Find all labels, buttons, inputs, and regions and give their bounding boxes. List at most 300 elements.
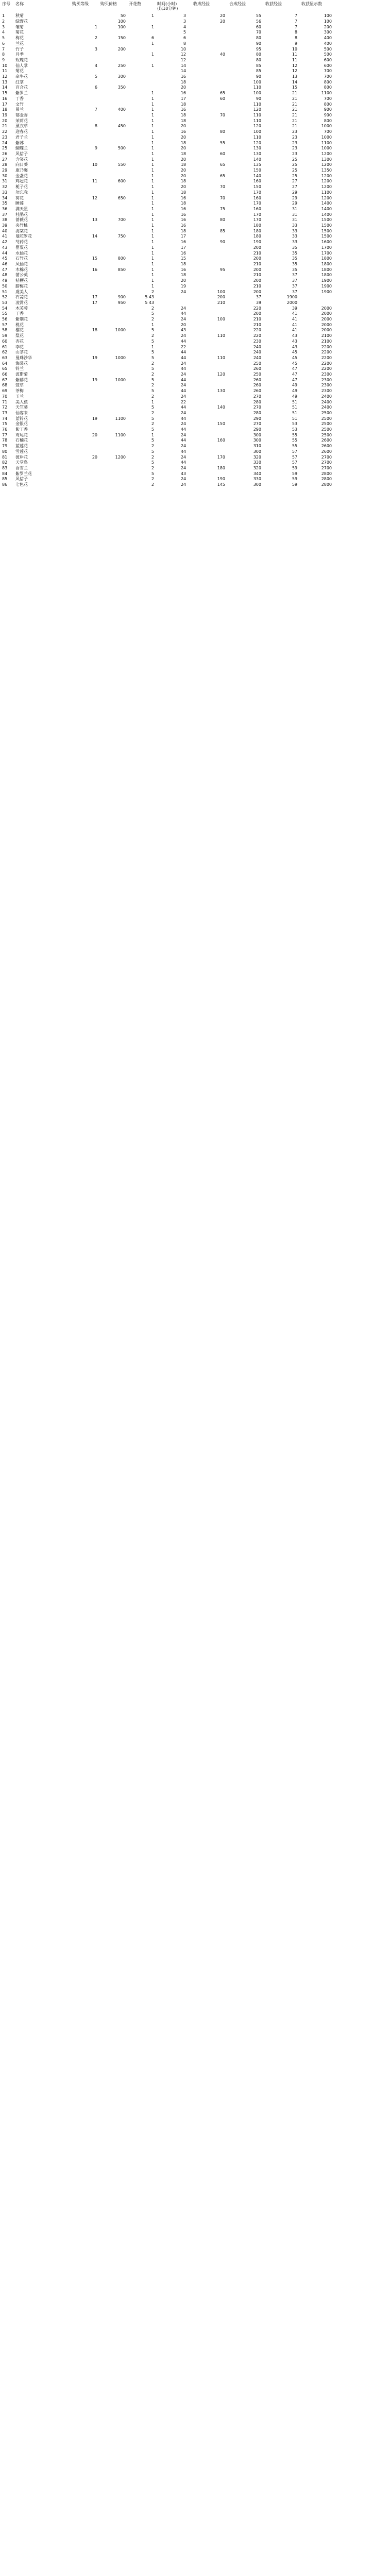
header-cell — [301, 0, 335, 6]
table-cell: 含笑花 — [15, 157, 28, 162]
table-row — [0, 19, 371, 25]
table-cell: 1 — [94, 24, 97, 29]
table-cell: 14 — [180, 63, 186, 68]
table-cell: 43 — [2, 245, 8, 250]
table-cell: 18 — [92, 328, 97, 333]
table-cell: 44 — [180, 366, 186, 371]
table-row — [0, 162, 371, 168]
table-row — [0, 24, 371, 30]
table-cell: 5 — [151, 438, 154, 443]
table-cell: 29 — [2, 168, 8, 173]
table-cell: 彼岸花 — [15, 454, 28, 460]
table-cell: 菊花 — [15, 30, 24, 35]
table-cell: 49 — [292, 383, 297, 388]
table-cell: 60 — [2, 338, 8, 344]
table-cell: 1 — [151, 234, 154, 239]
table-cell: 150 — [117, 36, 126, 41]
header-cell — [193, 0, 229, 6]
table-cell: 1700 — [321, 250, 332, 256]
table-cell: 1 — [151, 245, 154, 250]
table-cell: 44 — [180, 449, 186, 454]
table-cell: 5 — [151, 366, 154, 371]
table-cell: 2200 — [321, 350, 332, 355]
table-cell: 250 — [253, 372, 261, 377]
table-row — [0, 240, 371, 245]
table-cell: 天堂鸟 — [15, 460, 28, 465]
table-cell: 2500 — [321, 410, 332, 415]
table-cell: 240 — [253, 344, 261, 349]
table-row — [0, 471, 371, 477]
table-row — [0, 372, 371, 378]
table-row — [0, 96, 371, 102]
table-cell: 42 — [2, 240, 8, 245]
table-cell: 57 — [292, 460, 297, 465]
header-cell — [14, 0, 72, 6]
table-cell: 1 — [2, 13, 5, 19]
table-cell: 110 — [253, 85, 261, 90]
table-cell: 2800 — [321, 471, 332, 476]
table-cell: 1100 — [115, 432, 126, 437]
table-cell: 22 — [180, 344, 186, 349]
table-cell: 1 — [151, 173, 154, 178]
table-cell: 200 — [217, 295, 225, 300]
table-cell: 49 — [292, 388, 297, 394]
table-cell: 200 — [253, 245, 261, 250]
table-cell: 56 — [256, 19, 261, 24]
table-cell: 55 — [220, 140, 225, 145]
table-cell: 1100 — [321, 91, 332, 96]
table-cell: 2000 — [286, 300, 297, 305]
header-label: 购买价格 — [100, 2, 117, 6]
table-cell: 57 — [292, 449, 297, 454]
table-cell: 500 — [324, 52, 332, 57]
table-cell: 石竹花 — [15, 256, 28, 261]
table-cell: 2 — [151, 466, 154, 470]
table-cell: 450 — [117, 124, 126, 129]
table-cell: 7 — [2, 46, 5, 52]
table-cell: 萱草 — [15, 383, 24, 388]
table-cell: 800 — [324, 101, 332, 107]
table-cell: 270 — [253, 405, 261, 410]
table-cell: 25 — [292, 168, 297, 173]
table-cell: 4 — [183, 24, 186, 29]
table-cell: 280 — [253, 410, 261, 415]
table-row — [0, 283, 371, 289]
table-cell: 950 — [117, 300, 126, 305]
table-cell: 迎春花 — [15, 129, 28, 134]
table-cell: 64 — [2, 361, 8, 366]
table-row — [0, 477, 371, 482]
table-cell: 1 — [151, 283, 154, 289]
table-cell: 37 — [292, 283, 297, 289]
table-cell: 5 — [183, 30, 186, 35]
table-cell: 12 — [92, 195, 97, 200]
table-cell: 紫苏 — [15, 140, 24, 145]
table-cell: 2 — [151, 361, 154, 366]
table-cell: 2 — [151, 394, 154, 399]
table-cell: 16 — [92, 267, 97, 272]
table-row — [0, 52, 371, 58]
table-cell: 2 — [151, 421, 154, 427]
table-cell: 140 — [217, 405, 225, 410]
table-cell: 2800 — [321, 482, 332, 487]
table-row — [0, 449, 371, 455]
table-row — [0, 46, 371, 52]
table-cell: 21 — [292, 96, 297, 101]
header-sublabel: (以10分钟) — [157, 6, 178, 11]
table-cell: 35 — [292, 250, 297, 256]
table-cell: 650 — [117, 195, 126, 200]
table-cell: 16 — [180, 129, 186, 134]
table-cell: 400 — [324, 41, 332, 46]
table-cell: 44 — [180, 377, 186, 382]
table-cell: 24 — [180, 444, 186, 449]
table-cell: 薰衣草 — [15, 124, 28, 129]
table-cell: 37 — [256, 295, 261, 300]
table-cell: 30 — [2, 173, 8, 178]
table-cell: 17 — [2, 101, 8, 107]
table-cell: 85 — [220, 228, 225, 233]
table-cell: 2400 — [321, 399, 332, 404]
table-cell: 1 — [151, 223, 154, 228]
table-cell: 21 — [292, 101, 297, 107]
table-cell: 43 — [292, 344, 297, 349]
table-row — [0, 245, 371, 251]
table-cell: 120 — [253, 124, 261, 129]
table-cell: 53 — [292, 421, 297, 427]
table-cell: 25 — [2, 146, 8, 151]
table-cell: 20 — [180, 85, 186, 90]
table-cell: 1 — [151, 124, 154, 129]
table-cell: 24 — [180, 421, 186, 427]
table-cell: 29 — [292, 190, 297, 195]
table-cell: 1 — [151, 101, 154, 107]
table-cell: 210 — [253, 250, 261, 256]
table-cell: 5 — [151, 355, 154, 360]
table-row — [0, 399, 371, 405]
table-cell: 110 — [217, 355, 225, 360]
table-cell: 27 — [2, 157, 8, 162]
table-cell: 24 — [2, 140, 8, 145]
table-cell: 35 — [292, 261, 297, 266]
table-cell: 5 — [94, 74, 97, 79]
table-row — [0, 289, 371, 295]
table-cell: 33 — [292, 240, 297, 245]
table-cell: 1900 — [321, 283, 332, 289]
table-cell: 13 — [2, 79, 8, 84]
table-cell: 6 — [151, 36, 154, 41]
header-label: 名称 — [15, 2, 24, 6]
table-cell: 100 — [217, 317, 225, 322]
table-cell: 44 — [180, 388, 186, 394]
header-row — [0, 0, 371, 13]
table-cell: 17 — [180, 96, 186, 101]
table-cell: 240 — [253, 355, 261, 360]
table-cell: 2300 — [321, 377, 332, 382]
table-cell: 20 — [220, 13, 225, 19]
table-row — [0, 58, 371, 63]
table-cell: 100 — [117, 19, 126, 24]
table-cell: 20 — [2, 118, 8, 123]
table-cell: 65 — [2, 366, 8, 371]
table-cell: 170 — [253, 190, 261, 195]
table-cell: 41 — [292, 328, 297, 333]
table-cell: 220 — [253, 306, 261, 311]
table-cell: 18 — [180, 151, 186, 156]
table-row — [0, 79, 371, 85]
table-row — [0, 173, 371, 179]
table-cell: 39 — [256, 300, 261, 305]
table-cell: 200 — [253, 278, 261, 283]
table-cell: 55 — [256, 13, 261, 19]
table-cell: 1900 — [286, 295, 297, 300]
table-cell: 50 — [2, 283, 8, 289]
table-cell: 3 — [94, 46, 97, 52]
table-cell: 37 — [292, 273, 297, 278]
table-row — [0, 366, 371, 372]
table-cell: 58 — [2, 328, 8, 333]
table-cell: 70 — [220, 184, 225, 190]
table-cell: 5 — [151, 311, 154, 316]
table-cell: 2500 — [321, 432, 332, 437]
table-cell: 吊兰 — [15, 107, 24, 112]
table-cell: 47 — [292, 366, 297, 371]
table-cell: 31 — [292, 212, 297, 217]
table-row — [0, 217, 371, 223]
table-cell: 31 — [292, 206, 297, 211]
table-cell: 2500 — [321, 421, 332, 427]
table-cell: 1 — [151, 13, 154, 19]
table-cell: 1500 — [321, 223, 332, 228]
table-cell: 2600 — [321, 444, 332, 449]
header-cell — [129, 0, 157, 6]
table-cell: 210 — [217, 300, 225, 305]
table-cell: 风信子 — [15, 151, 28, 156]
table-cell: 18 — [180, 190, 186, 195]
table-cell: 27 — [292, 184, 297, 190]
table-cell: 90 — [256, 96, 261, 101]
table-row — [0, 394, 371, 400]
table-cell: 茶梅 — [15, 388, 24, 394]
table-cell: 59 — [292, 471, 297, 476]
table-cell: 220 — [253, 333, 261, 338]
table-cell: 24 — [180, 289, 186, 294]
table-cell: 百合花 — [15, 85, 28, 90]
table-cell: 29 — [292, 201, 297, 206]
table-cell: 16 — [180, 195, 186, 200]
table-cell: 170 — [217, 454, 225, 460]
table-cell: 2 — [151, 383, 154, 388]
table-row — [0, 333, 371, 339]
table-cell: 20 — [180, 157, 186, 162]
table-cell: 81 — [2, 454, 8, 460]
table-cell: 蔷薇花 — [15, 217, 28, 223]
table-cell: 44 — [180, 460, 186, 465]
header-label: 收获显示数 — [301, 2, 322, 6]
header-cell — [0, 0, 14, 6]
table-cell: 95 — [256, 46, 261, 52]
table-cell: 紫荆花 — [15, 317, 28, 322]
table-cell: 仙客来 — [15, 410, 28, 415]
table-cell: 紫罗兰 — [15, 91, 28, 96]
table-cell: 君子兰 — [15, 134, 28, 140]
table-row — [0, 113, 371, 118]
table-cell: 35 — [2, 201, 8, 206]
table-cell: 梨花 — [15, 333, 24, 338]
table-cell: 43 — [292, 333, 297, 338]
table-cell: 65 — [220, 91, 225, 96]
table-cell: 2000 — [321, 317, 332, 322]
table-cell: 荷花 — [15, 195, 24, 200]
table-cell: 20 — [180, 184, 186, 190]
table-cell: 1 — [151, 24, 154, 29]
table-cell: 20 — [180, 146, 186, 151]
table-cell: 68 — [2, 383, 8, 388]
table-row — [0, 129, 371, 135]
table-cell: 40 — [2, 228, 8, 233]
table-cell: 1200 — [321, 162, 332, 167]
table-cell: 18 — [180, 118, 186, 123]
spreadsheet — [0, 0, 371, 487]
table-cell: 300 — [253, 432, 261, 437]
table-cell: 32 — [2, 184, 8, 190]
table-cell: 5 — [151, 377, 154, 382]
table-cell: 73 — [2, 410, 8, 415]
table-cell: 2 — [151, 289, 154, 294]
table-cell: 39 — [2, 223, 8, 228]
table-cell: 鸡冠花 — [15, 179, 28, 184]
table-cell: 3 — [2, 24, 5, 29]
table-cell: 45 — [292, 355, 297, 360]
table-cell: 1400 — [321, 212, 332, 217]
table-cell: 2200 — [321, 355, 332, 360]
table-cell: 1 — [151, 63, 154, 68]
table-cell: 1000 — [115, 355, 126, 360]
table-cell: 8 — [294, 36, 297, 41]
table-cell: 13 — [92, 217, 97, 223]
table-cell: 1000 — [321, 146, 332, 151]
table-cell: 2 — [2, 19, 5, 24]
table-cell: 51 — [2, 289, 8, 294]
table-cell: 120 — [253, 107, 261, 112]
table-cell: 23 — [292, 151, 297, 156]
table-cell: 44 — [180, 416, 186, 421]
table-row — [0, 234, 371, 240]
table-cell: 35 — [292, 256, 297, 261]
table-cell: 90 — [256, 41, 261, 46]
table-cell: 70 — [220, 113, 225, 117]
table-cell: 18 — [180, 113, 186, 117]
table-row — [0, 195, 371, 201]
table-cell: 22 — [180, 399, 186, 404]
table-cell: 67 — [2, 377, 8, 382]
table-cell: 80 — [256, 52, 261, 57]
table-cell: 2 — [151, 477, 154, 482]
table-cell: 38 — [2, 217, 8, 223]
table-cell: 46 — [2, 261, 8, 266]
table-cell: 84 — [2, 471, 8, 476]
table-cell: 1 — [151, 113, 154, 117]
table-cell: 44 — [180, 427, 186, 432]
header-label: 收成经验 — [193, 2, 210, 6]
table-cell: 85 — [2, 477, 8, 482]
table-cell: 110 — [217, 333, 225, 338]
table-row — [0, 405, 371, 411]
table-cell: 57 — [292, 454, 297, 460]
table-cell: 140 — [253, 173, 261, 178]
table-cell: 凌霄花 — [15, 300, 28, 305]
table-cell: 44 — [2, 250, 8, 256]
table-cell: 290 — [253, 416, 261, 421]
table-cell: 康乃馨 — [15, 168, 28, 173]
table-cell: 6 — [2, 41, 5, 46]
table-cell: 120 — [253, 140, 261, 145]
table-cell: 59 — [2, 333, 8, 338]
table-cell: 170 — [253, 201, 261, 206]
table-cell: 12 — [180, 57, 186, 62]
table-cell: 25 — [292, 162, 297, 167]
table-cell: 1350 — [321, 168, 332, 173]
table-cell: 53 — [292, 427, 297, 432]
table-cell: 76 — [2, 427, 8, 432]
table-cell: 2000 — [321, 311, 332, 316]
table-cell: 16 — [180, 240, 186, 245]
table-cell: 45 — [292, 350, 297, 355]
table-cell: 7 — [294, 19, 297, 24]
table-cell: 270 — [253, 421, 261, 427]
table-cell: 樱花 — [15, 328, 24, 333]
table-cell: 700 — [324, 74, 332, 79]
table-cell: 蓝铃花 — [15, 416, 28, 421]
table-cell: 5 — [151, 405, 154, 410]
table-cell: 85 — [256, 69, 261, 74]
table-cell: 木棉花 — [15, 267, 28, 272]
table-cell: 12 — [180, 52, 186, 57]
table-cell: 44 — [180, 311, 186, 316]
table-cell: 1 — [151, 240, 154, 245]
table-cell: 330 — [253, 460, 261, 465]
table-cell: 18 — [180, 273, 186, 278]
table-cell: 郁金香 — [15, 113, 28, 117]
table-row — [0, 201, 371, 207]
header-cell — [229, 0, 265, 6]
table-cell: 5 — [151, 328, 154, 333]
table-cell: 红掌 — [15, 79, 24, 84]
table-cell: 200 — [253, 256, 261, 261]
table-cell: 70 — [256, 30, 261, 35]
table-cell: 5 — [151, 471, 154, 476]
table-cell: 110 — [253, 118, 261, 123]
table-cell: 金盏花 — [15, 173, 28, 178]
table-cell: 41 — [292, 311, 297, 316]
table-cell: 1 — [151, 201, 154, 206]
table-cell: 70 — [220, 195, 225, 200]
table-cell: 2 — [151, 410, 154, 415]
table-cell: 110 — [253, 101, 261, 107]
table-cell: 4 — [94, 63, 97, 68]
table-cell: 1 — [151, 151, 154, 156]
table-cell: 12 — [292, 69, 297, 74]
table-cell: 210 — [253, 283, 261, 289]
table-cell: 18 — [180, 228, 186, 233]
table-cell: 600 — [117, 179, 126, 184]
table-cell: 49 — [292, 394, 297, 399]
table-cell: 18 — [2, 107, 8, 112]
table-cell: 7 — [294, 24, 297, 29]
table-cell: 菊花 — [15, 69, 24, 74]
table-row — [0, 101, 371, 107]
table-cell: 1400 — [321, 201, 332, 206]
